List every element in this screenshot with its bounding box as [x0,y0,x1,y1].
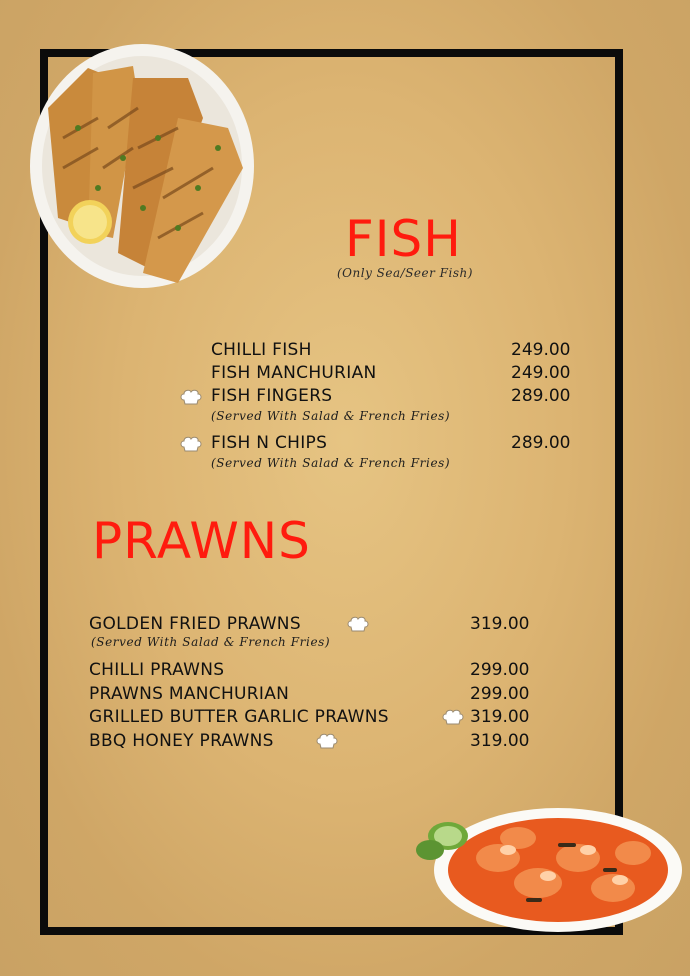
menu-item-name: PRAWNS MANCHURIAN [89,684,290,704]
menu-item-name: FISH MANCHURIAN [211,363,377,383]
menu-item-price: 289.00 [511,433,571,453]
menu-item-price: 289.00 [511,386,571,406]
menu-item-price: 299.00 [470,684,530,704]
menu-item-note: (Served With Salad & French Fries) [91,635,331,649]
fish-section-subtitle: (Only Sea/Seer Fish) [337,266,473,280]
chef-hat-icon [316,733,338,751]
menu-item-name: BBQ HONEY PRAWNS [89,731,274,751]
grilled-fish-plate-image [28,38,256,290]
chef-hat-icon [442,709,464,727]
menu-item-name: CHILLI PRAWNS [89,660,225,680]
menu-item-price: 249.00 [511,363,571,383]
menu-item-price: 319.00 [470,731,530,751]
prawns-dish-image [408,788,686,944]
menu-item-note: (Served With Salad & French Fries) [211,456,451,470]
menu-item-name: FISH FINGERS [211,386,333,406]
menu-item-price: 299.00 [470,660,530,680]
chef-hat-icon [180,389,202,407]
chef-hat-icon [180,436,202,454]
chef-hat-icon [347,616,369,634]
menu-item-name: GOLDEN FRIED PRAWNS [89,614,301,634]
menu-item-price: 249.00 [511,340,571,360]
fish-section-title: FISH [345,210,462,268]
prawns-section-title: PRAWNS [92,512,311,570]
menu-item-name: GRILLED BUTTER GARLIC PRAWNS [89,707,389,727]
menu-item-name: FISH N CHIPS [211,433,328,453]
menu-item-price: 319.00 [470,707,530,727]
menu-item-price: 319.00 [470,614,530,634]
menu-item-note: (Served With Salad & French Fries) [211,409,451,423]
menu-item-name: CHILLI FISH [211,340,312,360]
